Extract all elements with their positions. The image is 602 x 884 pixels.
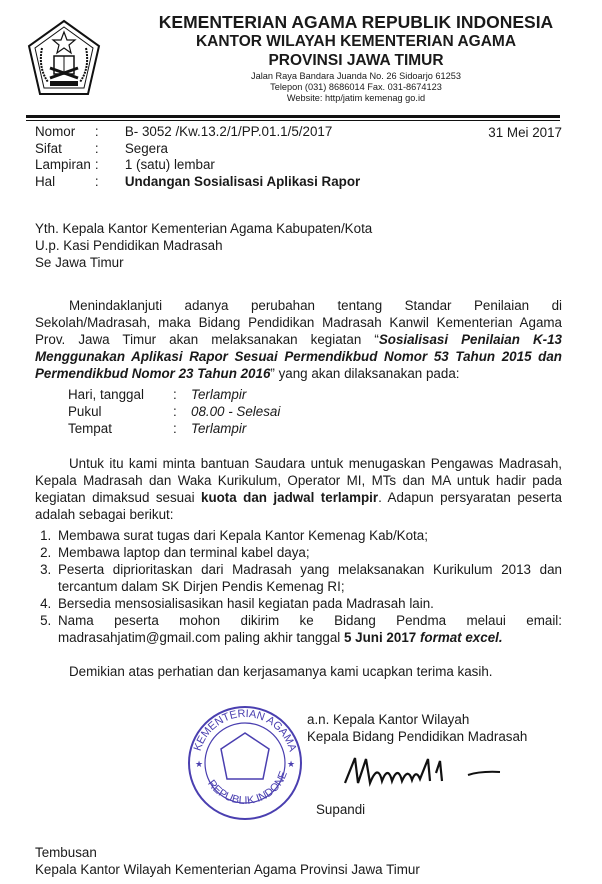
meta-label: Sifat [35, 140, 62, 156]
text: . Adapun persyaratan peserta adalah sebagai berikut: [35, 490, 562, 522]
meta-value: 1 (satu) lembar [124, 157, 215, 172]
closing-text: Demikian atas perhatian dan kerjasamanya kami ucapkan terima kasih. [69, 664, 493, 679]
addressee-line: Se Jawa Timur [35, 255, 124, 270]
svg-text:★: ★ [195, 759, 204, 769]
signatory-name: Supandi [316, 802, 366, 817]
official-stamp [185, 703, 305, 823]
meta-colon: : [94, 124, 99, 139]
svg-text:REPUBLIK INDONESIA: REPUBLIK INDONE [205, 769, 290, 807]
meta-colon: : [94, 157, 99, 172]
meta-value: B- 3052 /Kw.13.2/1/PP.01.1/5/2017 [124, 124, 333, 139]
requirement-item [55, 612, 562, 646]
meta-row-nomor [35, 124, 360, 141]
requirement-item: 1. Membawa surat tugas dari Kepala Kantor Kemenag Kab/Kota; [55, 527, 562, 544]
handwritten-signature [340, 753, 510, 797]
letter-body [35, 124, 562, 878]
colon: : [173, 421, 177, 436]
quota-text: kuota dan jadwal terlampir [201, 490, 379, 505]
cc-recipient: Kepala Kantor Wilayah Kementerian Agama Provinsi Jawa Timur [35, 862, 420, 877]
schedule [68, 386, 280, 437]
letterhead-phone: Telepon (031) 8686014 Fax. 031-8674123 [270, 82, 442, 92]
requirement-item: 2. Membawa laptop dan terminal kabel daya; [55, 544, 562, 561]
schedule-label: Hari, tanggal [68, 387, 144, 402]
text: ” yang akan dilaksanakan pada: [270, 366, 460, 381]
paragraph-intro [35, 297, 562, 382]
deadline: 5 Juni 2017 [344, 630, 417, 645]
meta-label: Nomor [35, 124, 76, 139]
meta-value: Undangan Sosialisasi Aplikasi Rapor [124, 173, 361, 189]
signatory-position: Kepala Bidang Pendidikan Madrasah [307, 729, 528, 744]
ministry-logo [26, 18, 102, 98]
format-note: format excel. [419, 630, 503, 645]
meta-row-sifat [35, 141, 360, 158]
letter-date: 31 Mei 2017 [488, 125, 562, 140]
event-title: Sosialisasi Penilaian K-13 Menggunakan Aplikasi Rapor Sesuai Permendikbud Nomor 53 Tahun 2015 dan Permendikbud Nomor 23 Tahun 2016 [35, 332, 562, 381]
requirement-item: 3. Peserta diprioritaskan dari Madrasah yang melaksanakan Kurikulum 2013 dan tercantum dalam SK Dirjen Pendis Kemenag RI; [55, 561, 562, 595]
signatory-title: a.n. Kepala Kantor Wilayah [307, 712, 470, 727]
letterhead-office: KANTOR WILAYAH KEMENTERIAN AGAMA [195, 33, 517, 50]
addressee-line: Yth. Kepala Kantor Kementerian Agama Kabupaten/Kota [35, 221, 373, 236]
meta-value: Segera [124, 140, 169, 156]
meta-label: Hal [35, 173, 56, 189]
meta-row-lampiran [35, 157, 360, 174]
meta-label: Lampiran [35, 157, 91, 172]
cc-title: Tembusan [35, 845, 97, 860]
header-divider [26, 115, 560, 118]
paragraph-request [35, 455, 562, 523]
letterhead-province: PROVINSI JAWA TIMUR [268, 52, 444, 69]
colon: : [173, 404, 177, 419]
meta-row-hal [35, 174, 360, 191]
signature-area [35, 707, 562, 836]
text: Nama peserta mohon dikirim ke Bidang Pendma melaui email: madrasahjatim@gmail.com paling akhir tanggal [58, 613, 562, 645]
requirement-item: 4. Bersedia mensosialisasikan hasil kegiatan pada Madrasah lain. [55, 595, 562, 612]
schedule-label: Pukul [68, 404, 102, 419]
schedule-label: Tempat [68, 421, 112, 436]
schedule-value: Terlampir [191, 387, 247, 402]
svg-text:KEMENTERIAN AGAMA: KEMENTERIAN AGAMA [191, 707, 299, 754]
header-divider-thin [26, 120, 560, 121]
letterhead-website: Website: http/jatim kemenag go.id [286, 93, 426, 103]
signature-block [307, 711, 527, 745]
addressee-line: U.p. Kasi Pendidikan Madrasah [35, 238, 223, 253]
letterhead-title: KEMENTERIAN AGAMA REPUBLIK INDONESIA [158, 12, 554, 32]
colon: : [173, 387, 177, 402]
text: Menindaklanjuti adanya perubahan tentang Standar Penilaian di Sekolah/Madrasah, maka Bidang Pendidikan Madrasah Kanwil Kementerian Agama Prov. Jawa Timur akan melaksanakan kegiatan “ [35, 298, 562, 347]
addressee [35, 220, 562, 271]
requirements-list [35, 527, 562, 646]
schedule-value: Terlampir [191, 421, 247, 436]
letter-meta [35, 124, 360, 190]
meta-colon: : [94, 140, 99, 156]
letterhead-address: Jalan Raya Bandara Juanda No. 26 Sidoarjo 61253 [251, 71, 461, 81]
carbon-copy [35, 844, 562, 878]
svg-text:★: ★ [287, 759, 296, 769]
meta-colon: : [94, 173, 99, 189]
letter-meta-block [35, 124, 562, 190]
schedule-value: 08.00 - Selesai [191, 404, 281, 419]
text: Untuk itu kami minta bantuan Saudara untuk menugaskan Pengawas Madrasah, Kepala Madrasah dan Waka Kurikulum, Operator MI, MTs dan MA untuk hadir pada kegiatan dimaksud sesuai [35, 456, 562, 505]
